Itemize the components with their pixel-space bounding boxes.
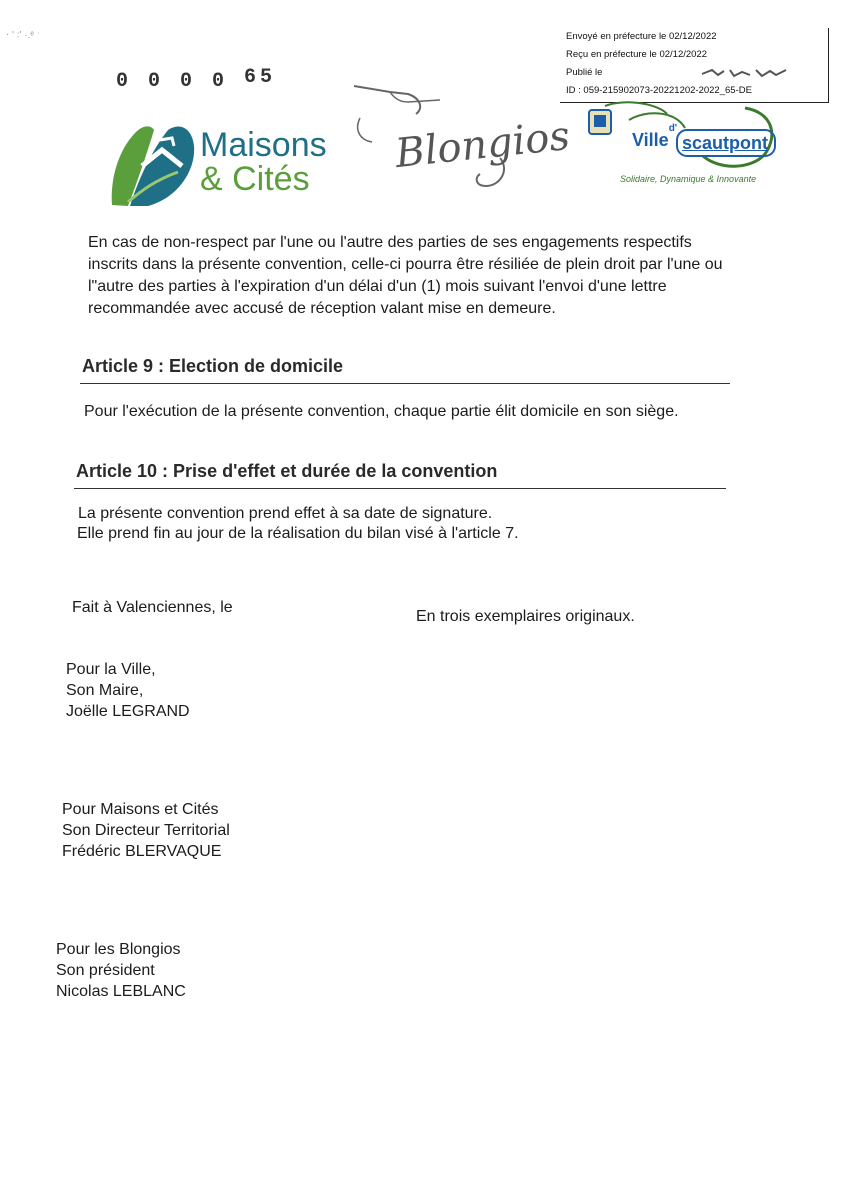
document-number-suffix: 65 [244, 66, 277, 89]
article-9-rule [80, 383, 730, 384]
signatory-ville [66, 659, 190, 722]
article-10-heading: Article 10 : Prise d'effet et durée de la convention [76, 461, 498, 481]
ville-tagline: Solidaire, Dynamique & Innovante [620, 174, 757, 184]
signatory-line: Pour la Ville, [66, 661, 156, 678]
document-number-main: 0 0 0 0 [116, 70, 229, 93]
escautpont-text: scautpont [682, 133, 769, 153]
article-10-line-1: La présente convention prend effet à sa date de signature. [78, 505, 493, 522]
copies-count: En trois exemplaires originaux. [416, 608, 635, 625]
article-9-heading: Article 9 : Election de domicile [82, 356, 344, 376]
signatory-line: Son Directeur Territorial [62, 822, 230, 839]
signatory-line: Pour Maisons et Cités [62, 801, 219, 818]
stamp-received: Reçu en préfecture le 02/12/2022 [566, 49, 708, 60]
ville-d: d' [668, 123, 678, 134]
document-number [116, 66, 277, 93]
stamp-sent: Envoyé en préfecture le 02/12/2022 [566, 31, 717, 42]
ville-word: Ville [632, 130, 669, 150]
stamp-id: ID : 059-215902073-20221202-2022_65-DE [566, 85, 752, 96]
signatory-line: Pour les Blongios [56, 941, 181, 958]
article-10-rule [74, 488, 726, 489]
scan-specks: ‧ ' ꞉' ·.ᵉ ˑ [6, 30, 40, 41]
prefecture-stamp [560, 28, 829, 103]
cites-text: & Cités [200, 160, 310, 198]
stamp-signature [700, 66, 790, 80]
signatory-line: Son Maire, [66, 682, 144, 699]
maisons-cites-wordmark [200, 128, 327, 196]
blongios-wordmark: Blongios [393, 112, 572, 178]
maisons-text: Maisons [200, 126, 327, 164]
article-10-line-2: Elle prend fin au jour de la réalisation du bilan visé à l'article 7. [77, 525, 519, 542]
stamp-published: Publié le [566, 67, 603, 78]
termination-paragraph: En cas de non-respect par l'une ou l'autre des parties de ses engagements respectifs inscrits dans la présente convention, celle-ci pourra être résiliée de plein droit par l'une ou l"autre des parties à l'expiration d'un délai d'un (1) mois suivant l'envoi d'une lettre recommandée avec accusé de réception valant mise en demeure. [88, 234, 723, 317]
signing-place: Fait à Valenciennes, le [72, 599, 233, 616]
article-9-text: Pour l'exécution de la présente convention, chaque partie élit domicile en son siège. [84, 403, 679, 420]
signatory-name: Frédéric BLERVAQUE [62, 843, 222, 860]
signatory-blongios [56, 939, 186, 1002]
signatory-name: Nicolas LEBLANC [56, 983, 186, 1000]
signatory-name: Joëlle LEGRAND [66, 703, 190, 720]
signatory-maisons-cites [62, 799, 230, 862]
ville-text [632, 123, 678, 151]
signatory-line: Son président [56, 962, 155, 979]
